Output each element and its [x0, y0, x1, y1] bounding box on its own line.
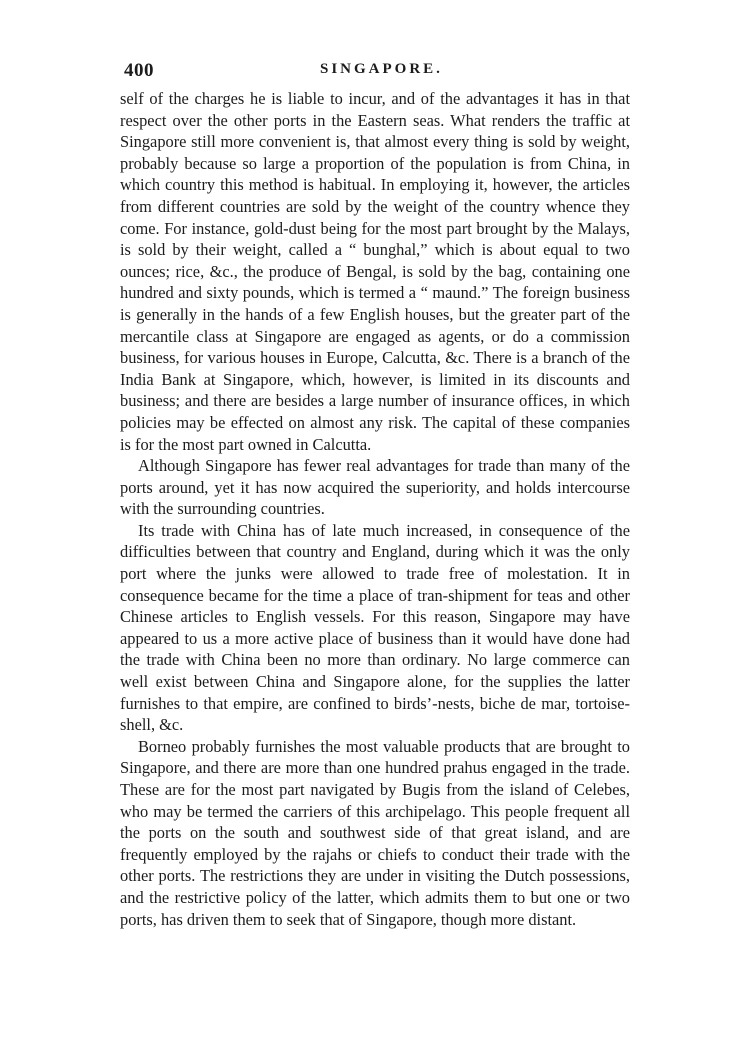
paragraph-charges-and-trade: self of the charges he is liable to incur, and of the advantages it has in that respect over the other ports in the Eastern seas. What renders the traffic at Singapore still more convenient is, that almost every thing is sold by weight, probably because so large a proportion of the population is from China, in which country this method is habitual. In employing it, however, the articles from different countries are sold by the weight of the country whence they come. For instance, gold-dust being for the most part brought by the Malays, is sold by their weight, called a “ bunghal,” which is about equal to two ounces; rice, &c., the produce of Bengal, is sold by the bag, containing one hundred and sixty pounds, which is termed a “ maund.” The foreign business is generally in the hands of a few English houses, but the greater part of the mercantile class at Singapore are engaged as agents, or do a commission business, for various houses in Europe, Calcutta, &c. There is a branch of the India Bank at Singapore, which, however, is limited in its discounts and business; and there are besides a large number of insurance offices, in which policies may be effected on almost any risk. The capital of these companies is for the most part owned in Calcutta.	[120, 89, 630, 454]
page-number: 400	[124, 60, 154, 81]
running-head	[124, 60, 628, 84]
paragraph-borneo-trade: Borneo probably furnishes the most valuable products that are brought to Singapore, and there are more than one hundred prahus engaged in the trade. These are for the most part navigated by Bugis from the island of Celebes, who may be termed the carriers of this archipelago. This people frequent all the ports on the south and southwest side of that great island, and are frequently employed by the rajahs or chiefs to conduct their trade with the other ports. The restrictions they are under in visiting the Dutch possessions, and the restrictive policy of the latter, which admits them to but one or two ports, has driven them to seek that of Singapore, though more distant.	[120, 736, 630, 929]
paragraph-china-trade: Its trade with China has of late much increased, in consequence of the difficulties between that country and England, during which it was the only port where the junks were allowed to trade free of molestation. It in consequence became for the time a place of tran-shipment for teas and other Chinese articles to English vessels. For this reason, Singapore may have appeared to us a more active place of business than it would have done had the trade with China been no more than ordinary. No large commerce can well exist between China and Singapore alone, for the supplies the latter furnishes to that empire, are confined to birds’-nests, biche de mar, tortoise-shell, &c.	[120, 520, 630, 735]
running-title: SINGAPORE.	[320, 61, 443, 77]
body-text	[120, 88, 630, 930]
paragraph-singapore-superiority: Although Singapore has fewer real advantages for trade than many of the ports around, yet it has now acquired the superiority, and holds intercourse with the surrounding countries.	[120, 456, 630, 519]
